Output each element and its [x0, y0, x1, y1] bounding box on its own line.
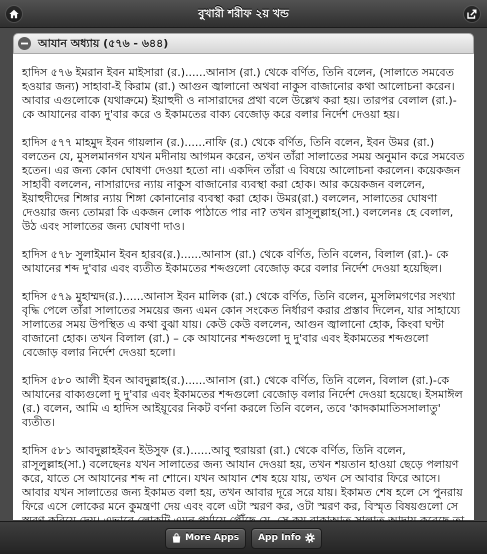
page-title: বুখারী শরীফ ২য় খন্ড [198, 7, 289, 20]
hadith-scroll-area[interactable] [13, 54, 474, 520]
hadith-578: হাদিস ৫৭৮ সুলাইমান ইবন হারব(র.)......আনাস (রা.) থেকে বর্ণিত, তিনি বলেন, বিলাল (রা.)- কে আযানের শব্দ দু'বার এবং ব্যতীত ইকামতের শব্দগুলো বেজোড় করে বলার নির্দেশ দেওয়া হয়েছিল। [22, 248, 449, 275]
home-icon [9, 9, 19, 19]
gear-icon-hole [309, 537, 311, 539]
hadith-579: হাদিস ৫৭৯ মুহাম্মদ(র.)......আনাস ইবন মালিক (রা.) থেকে বর্ণিত, তিনি বলেন, মুসলিমগণের সংখ্যা বৃদ্ধি পেলে তাঁরা সালাতের সময়ের জন্য এমন কোন সংকেত নির্ধারণ করার প্রস্তাব দিলেন, যার সাহায্যে সালাতের সময় উপস্থিত এ কথা বুঝা যায়। কেউ কেউ বললেন, আগুন জ্বালানো হোক, কিংবা ঘণ্টা বাজানো হোক। তখন বিলাল (রা.) – কে আযানের শব্দগুলো দু দু'বার এবং ইকামতের শব্দগুলো বেজোড় বলার নির্দেশ দেওয়া হলো। [22, 290, 461, 359]
hadith-581: হাদিস ৫৮১ আবদুল্লাহইবন ইউসুফ (র.)......আবু হুরায়রা (রা.) থেকে বর্ণিত, তিনি বলেন, রাসূলুল্লাহ(সা.) বলেছেনঃ যখন সালাতের জন্য আযান দেওয়া হয়, তখন শয়তান হাওয়া ছেড়ে পলায়ণ করে, যাতে সে আযানের শব্দ না শোনে। যখন আযান শেষ হয়ে যায়, তখন সে আবার ফিরে আসে। আবার যখন সালাতের জন্য ইকামত বলা হয়, তখন আবার দূরে সরে যায়। ইকামত শেষ হলে সে পুনরায় ফিরে এসে লোকের মনে কুমন্ত্রণা দেয় এবং বলে এটা স্মরণ কর, ওটা স্মরণ কর, বিস্মৃত বিষয়গুলো সে [22, 444, 463, 513]
share-button[interactable] [463, 5, 481, 23]
hadith-580: হাদিস ৫৮০ আলী ইবন আবদুল্লাহ(র.)......আনাস (রা.) থেকে বর্ণিত, তিনি বলেন, বিলাল (রা.)-কে আযানের বাক্যগুলো দু দু'বার এবং ইকামতের শব্দগুলো বেজোড় বলার নির্দেশ দেওয়া হয়েছে। ইসমাঈল (র.) বলেন, আমি এ হাদিস আইয়ূবের নিকট বর্ণনা করলে তিনি বলেন, তবে 'কাদকামাতিসসালাতু' ব্যতীত। [22, 374, 463, 429]
minus-icon [18, 37, 31, 50]
hadith-576: হাদিস ৫৭৬ ইমরান ইবন মাইসারা (র.)......আনাস (রা.) থেকে বর্ণিত, তিনি বলেন, (সালাতে সমবেত হওয়ার জন্য) সাহাবা-ই কিরাম (রা.) আগুন জ্বালানো অথবা নাকুস বাজানোর কথা আলোচনা করেন। আবার এগুলোকে (যথাক্রমে) ইয়াহুদী ও নাসারাদের প্রথা বলে উল্লেখ করা হয়। তারপর বেলাল (রা.)- কে আযানের বাক্য দু'বার করে ও ইকামতের বাক্য বেজোড় করে বলার নির্দেশ দেওয়া হয়। [22, 66, 457, 121]
shopping-bag-icon [172, 533, 181, 543]
bottom-bar [0, 521, 487, 554]
app-info-button[interactable] [251, 528, 322, 549]
gear-icon [305, 533, 315, 543]
share-icon [467, 9, 477, 19]
more-apps-label: More Apps [185, 533, 240, 543]
share-icon-arrow [471, 10, 476, 15]
home-button[interactable] [5, 5, 23, 23]
minus-icon-bar [21, 43, 28, 45]
more-apps-button[interactable] [165, 528, 246, 549]
home-icon-shape [9, 10, 18, 18]
chapter-panel [13, 33, 474, 520]
app-info-label: App Info [258, 533, 301, 543]
top-bar [0, 0, 487, 28]
bag-icon-body [173, 536, 180, 542]
chapter-title: আযান অধ্যায় (৫৭৬ - ৬৪৪) [38, 37, 169, 50]
hadith-577: হাদিস ৫৭৭ মাহমুদ ইবন গায়লান (র.)......নাফি (র.) থেকে বর্ণিত, তিনি বলেন, ইবন উমর (রা.) বলতেন যে, মুসলমানগন যখন মদীনায় আগমন করেন, তখন তাঁরা সালাতের সময় অনুমান করে সমবেত হতেন। এর জন্য কোন ঘোষণা দেওয়া হতো না। একদিন তাঁরা এ বিষয়ে আলোচনা করলেন। কয়েকজন সাহাবী বললেন, নাসারাদের ন্যায় নাকুস বাজানোর ব্যবস্থা করা হোক। আর কয়েকজন বললেন, ইয়াহুদীদের শিঙ্গার ন্যায় শিঙ্গা কোনানোর ব্যবস্থা করা হোক। উমর(রা.) বললেন, সালাতের ঘোষণা দেওয়ার জন্য তোমরা কি একজন লোক পাঠাতে পার না? তখন রাসূলুল্লাহ(সা.) বললেনঃ হে বেলাল, উঠ এবং সালাতের জন্য ঘোষণা দাও। [22, 136, 465, 233]
chapter-collapsible-header[interactable] [13, 33, 474, 54]
minus-icon-glyph [20, 39, 29, 48]
bag-icon-handle [175, 534, 178, 537]
